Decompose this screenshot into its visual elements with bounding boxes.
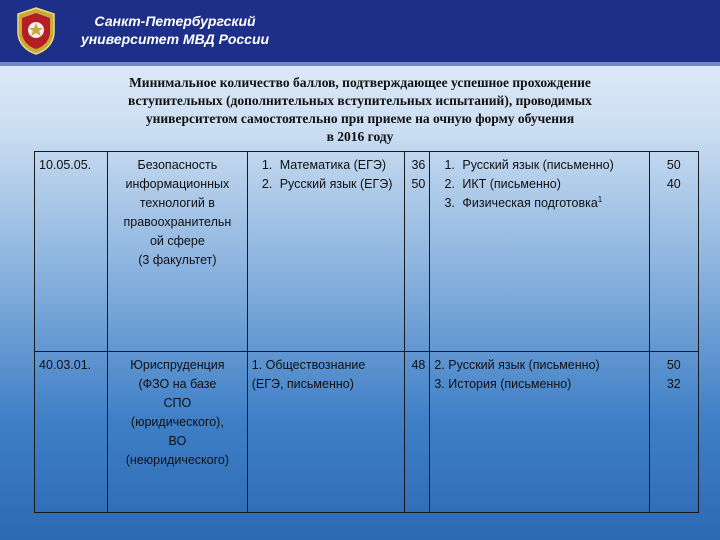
specialty-name-line: информационных [125, 177, 230, 191]
specialty-name-line: (ФЗО на базе [138, 377, 217, 391]
ege-score: 50 [411, 177, 426, 191]
exam-min-score: 40 [666, 177, 681, 191]
entrance-exam-text: Физическая подготовка [462, 196, 598, 210]
table-row [35, 152, 699, 352]
entrance-exam-item [458, 194, 644, 213]
mvd-emblem-icon [14, 6, 58, 56]
specialty-name-line: (юридического), [130, 415, 224, 429]
exam-min-scores [649, 352, 698, 513]
ege-subject-line: (ЕГЭ, письменно) [251, 377, 354, 391]
page-title-line3: университетом самостоятельно при приеме на очную форму обучения [145, 111, 575, 126]
university-name-line1: Санкт-Петербургский [94, 13, 256, 29]
specialty-name-line: Безопасность [137, 158, 218, 172]
entrance-exam-line: 2. Русский язык (письменно) [434, 358, 600, 372]
entrance-exams [430, 352, 649, 513]
university-name [70, 12, 280, 48]
specialty-name-line: правоохранительн [123, 215, 232, 229]
ege-min-scores [404, 352, 430, 513]
university-name-line2: университет МВД России [80, 31, 270, 47]
specialty-name-line: Юриспруденция [130, 358, 225, 372]
ege-score: 36 [411, 158, 426, 172]
entrance-exam-item: 2. ИКТ (письменно) [458, 175, 644, 194]
entrance-exam-item: 1. Русский язык (письменно) [458, 156, 644, 175]
page-title-line2: вступительных (дополнительных вступительных испытаний), проводимых [128, 93, 592, 108]
specialty-name-line: (3 факультет) [138, 253, 217, 267]
entrance-exam-line: 3. История (письменно) [434, 377, 572, 391]
entrance-exams [430, 152, 649, 352]
specialty-name-line: (неюридического) [125, 453, 230, 467]
specialty-name [108, 352, 248, 513]
exam-min-score: 32 [666, 377, 681, 391]
exam-min-scores [649, 152, 698, 352]
ege-subject-item: 1. Математика (ЕГЭ) [276, 156, 400, 175]
ege-subjects [247, 352, 404, 513]
footnote-marker: 1 [597, 194, 603, 204]
ege-subject-line: 1. Обществознание [251, 358, 366, 372]
specialty-name-line: ой сфере [149, 234, 205, 248]
header-divider [0, 62, 720, 66]
admission-scores-table [34, 151, 699, 513]
exam-min-score: 50 [666, 158, 681, 172]
specialty-name-line: СПО [163, 396, 192, 410]
table-row [35, 352, 699, 513]
page-title-line4: в 2016 году [326, 129, 394, 144]
page-title [60, 74, 660, 146]
specialty-name [108, 152, 248, 352]
ege-min-scores [404, 152, 430, 352]
ege-subjects [247, 152, 404, 352]
ege-score: 48 [411, 358, 426, 372]
specialty-code: 10.05.05. [35, 152, 108, 352]
exam-min-score: 50 [666, 358, 681, 372]
page-title-line1: Минимальное количество баллов, подтверждающее успешное прохождение [129, 75, 591, 90]
specialty-name-line: технологий в [139, 196, 215, 210]
ege-subject-item: 2. Русский язык (ЕГЭ) [276, 175, 400, 194]
specialty-code: 40.03.01. [35, 352, 108, 513]
specialty-name-line: ВО [168, 434, 187, 448]
